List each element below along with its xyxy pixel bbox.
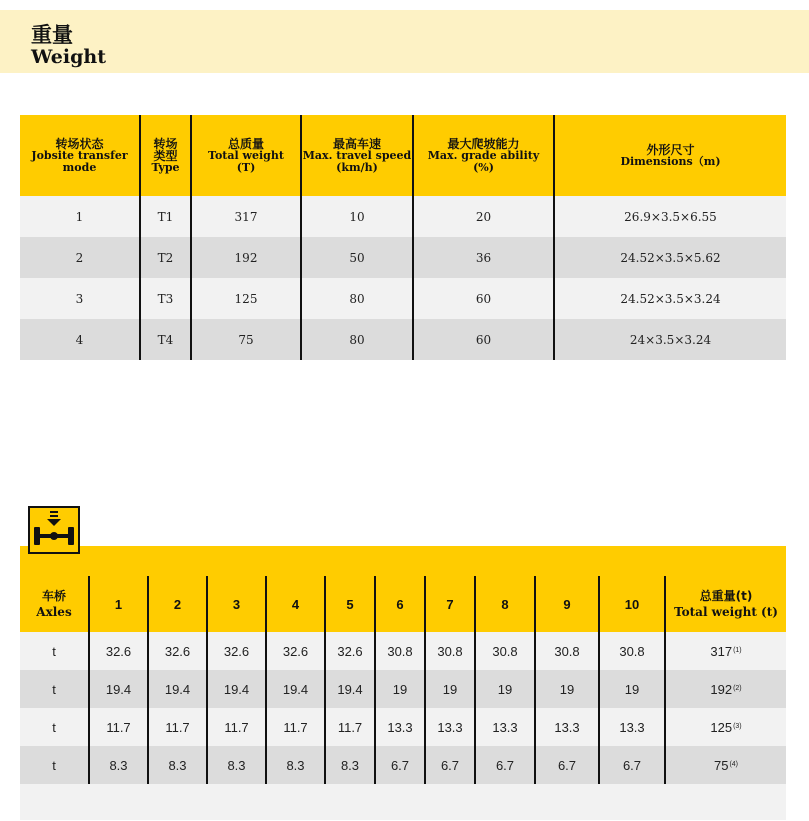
col-header-axle-2: 2 (148, 576, 207, 632)
cell-axle-10-load: 19 (599, 670, 665, 708)
cell-axle-6-load: 6.7 (375, 746, 425, 784)
col-header-axle-10: 10 (599, 576, 665, 632)
cell-total-weight (665, 708, 786, 746)
col-header-total-weight: 总重量(t) Total weight (t) (665, 576, 786, 632)
cell-axle-4-load: 32.6 (266, 632, 325, 670)
cell-type: T1 (140, 196, 191, 237)
table-filler-row (20, 784, 786, 820)
cell-axle-3-load: 32.6 (207, 632, 266, 670)
cell-max-speed: 50 (301, 237, 413, 278)
axle-table-header (20, 576, 786, 632)
cell-axle-8-load: 30.8 (475, 632, 535, 670)
cell-dimensions: 24.52×3.5×5.62 (554, 237, 786, 278)
cell-mode: 2 (20, 237, 140, 278)
cell-axle-2-load: 8.3 (148, 746, 207, 784)
cell-dimensions: 24×3.5×3.24 (554, 319, 786, 360)
cell-type: T4 (140, 319, 191, 360)
cell-axle-9-load: 13.3 (535, 708, 599, 746)
total-value: 192 (710, 681, 733, 697)
cell-axle-3-load: 19.4 (207, 670, 266, 708)
table-row (20, 319, 786, 360)
axle-load-table (20, 546, 786, 820)
cell-axle-2-load: 32.6 (148, 632, 207, 670)
cell-total-weight: 75 (191, 319, 301, 360)
footnote-marker: (3) (733, 722, 742, 730)
cell-unit: t (20, 670, 89, 708)
col-header-axle-7: 7 (425, 576, 475, 632)
cell-axle-5-load: 8.3 (325, 746, 375, 784)
total-value: 125 (710, 719, 733, 735)
cell-axle-10-load: 13.3 (599, 708, 665, 746)
cell-axle-1-load: 19.4 (89, 670, 148, 708)
cell-type: T2 (140, 237, 191, 278)
cell-axle-1-load: 11.7 (89, 708, 148, 746)
col-header-axle-5: 5 (325, 576, 375, 632)
cell-mode: 3 (20, 278, 140, 319)
cell-dimensions: 26.9×3.5×6.55 (554, 196, 786, 237)
cell-mode: 4 (20, 319, 140, 360)
cell-mode: 1 (20, 196, 140, 237)
table-row (20, 670, 786, 708)
axle-load-icon (28, 506, 80, 554)
cell-total-weight: 192 (191, 237, 301, 278)
cell-dimensions: 24.52×3.5×3.24 (554, 278, 786, 319)
cell-unit: t (20, 708, 89, 746)
col-header-grade-ability: 最大爬坡能力 Max. grade ability (%) (413, 115, 554, 196)
cell-axle-8-load: 19 (475, 670, 535, 708)
cell-axle-6-load: 19 (375, 670, 425, 708)
col-header-total-weight: 总质量 Total weight (T) (191, 115, 301, 196)
cell-axle-9-load: 19 (535, 670, 599, 708)
col-header-max-speed: 最高车速 Max. travel speed (km/h) (301, 115, 413, 196)
cell-total-weight (665, 746, 786, 784)
section-title-zh: 重量 (31, 23, 73, 47)
col-header-mode: 转场状态 Jobsite transfer mode (20, 115, 140, 196)
cell-axle-5-load: 11.7 (325, 708, 375, 746)
cell-total-weight: 317 (191, 196, 301, 237)
cell-axle-4-load: 19.4 (266, 670, 325, 708)
cell-axle-10-load: 30.8 (599, 632, 665, 670)
col-header-type: 转场类型 Type (140, 115, 191, 196)
cell-axle-8-load: 6.7 (475, 746, 535, 784)
footnote-marker: (4) (729, 760, 739, 768)
cell-axle-8-load: 13.3 (475, 708, 535, 746)
cell-axle-7-load: 13.3 (425, 708, 475, 746)
table-row (20, 632, 786, 670)
table-row (20, 746, 786, 784)
col-header-axle-9: 9 (535, 576, 599, 632)
section-title-en: Weight (31, 46, 106, 68)
transfer-table-header (20, 115, 786, 196)
cell-max-speed: 80 (301, 278, 413, 319)
cell-axle-5-load: 32.6 (325, 632, 375, 670)
section-header (0, 10, 809, 73)
footnote-marker: (2) (733, 684, 742, 692)
col-header-axle-1: 1 (89, 576, 148, 632)
cell-max-speed: 10 (301, 196, 413, 237)
table-row (20, 196, 786, 237)
cell-total-weight (665, 632, 786, 670)
table-row (20, 278, 786, 319)
col-header-axles: 车桥 Axles (20, 576, 89, 632)
total-value: 75 (713, 757, 729, 773)
cell-grade-ability: 20 (413, 196, 554, 237)
cell-grade-ability: 60 (413, 319, 554, 360)
cell-total-weight (665, 670, 786, 708)
table-row (20, 237, 786, 278)
cell-grade-ability: 36 (413, 237, 554, 278)
axle-table-body (20, 632, 786, 820)
cell-axle-5-load: 19.4 (325, 670, 375, 708)
col-header-axle-8: 8 (475, 576, 535, 632)
footnote-marker: (1) (733, 646, 742, 654)
cell-axle-7-load: 30.8 (425, 632, 475, 670)
cell-total-weight: 125 (191, 278, 301, 319)
cell-axle-1-load: 32.6 (89, 632, 148, 670)
cell-axle-1-load: 8.3 (89, 746, 148, 784)
cell-unit: t (20, 746, 89, 784)
cell-type: T3 (140, 278, 191, 319)
cell-axle-6-load: 13.3 (375, 708, 425, 746)
cell-axle-9-load: 30.8 (535, 632, 599, 670)
cell-axle-2-load: 19.4 (148, 670, 207, 708)
cell-axle-3-load: 11.7 (207, 708, 266, 746)
axle-table-top-band (20, 546, 786, 576)
cell-grade-ability: 60 (413, 278, 554, 319)
col-header-axle-4: 4 (266, 576, 325, 632)
total-value: 317 (710, 643, 733, 659)
col-header-dimensions: 外形尺寸 Dimensions（m) (554, 115, 786, 196)
cell-axle-3-load: 8.3 (207, 746, 266, 784)
cell-axle-10-load: 6.7 (599, 746, 665, 784)
cell-axle-4-load: 8.3 (266, 746, 325, 784)
cell-axle-4-load: 11.7 (266, 708, 325, 746)
cell-unit: t (20, 632, 89, 670)
col-header-axle-6: 6 (375, 576, 425, 632)
table-row (20, 708, 786, 746)
cell-axle-7-load: 19 (425, 670, 475, 708)
cell-max-speed: 80 (301, 319, 413, 360)
cell-axle-7-load: 6.7 (425, 746, 475, 784)
transfer-mode-table (20, 115, 786, 360)
cell-axle-6-load: 30.8 (375, 632, 425, 670)
cell-axle-9-load: 6.7 (535, 746, 599, 784)
col-header-axle-3: 3 (207, 576, 266, 632)
cell-axle-2-load: 11.7 (148, 708, 207, 746)
